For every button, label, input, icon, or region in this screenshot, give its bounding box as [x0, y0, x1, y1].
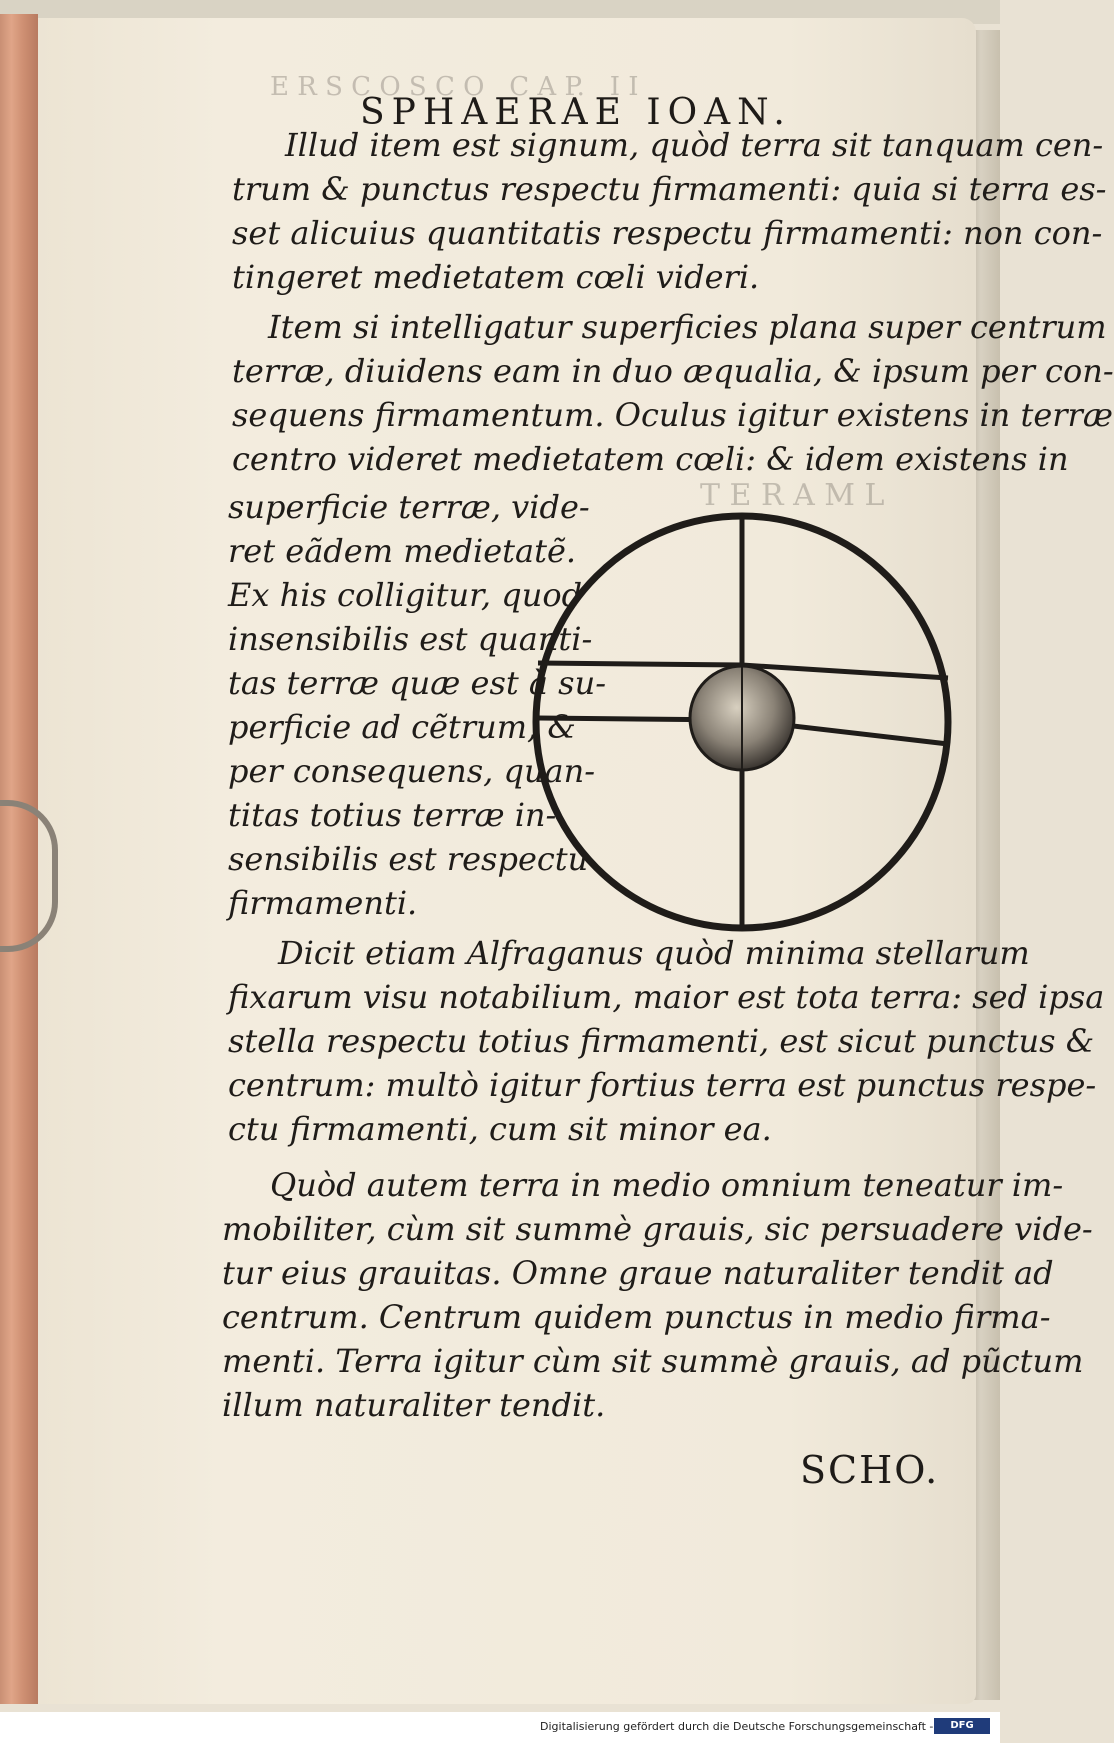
- text-line: trum & punctus respectu firmamenti: quia si terra es-: [232, 170, 1107, 208]
- text-line: menti. Terra igitur cùm sit summè grauis, ad pũctum: [222, 1342, 1084, 1380]
- text-line: sequens firmamentum. Oculus igitur existens in terræ: [232, 396, 1113, 434]
- text-line: tur eius grauitas. Omne graue naturaliter tendit ad: [222, 1254, 1054, 1292]
- digitization-credit: Digitalisierung gefördert durch die Deutsche Forschungsgemeinschaft -: [540, 1720, 934, 1733]
- text-line: stella respectu totius firmamenti, est sicut punctus &: [228, 1022, 1095, 1060]
- text-line: Item si intelligatur superficies plana super centrum: [268, 308, 1107, 346]
- text-line: centrum. Centrum quidem punctus in medio firma-: [222, 1298, 1051, 1336]
- text-line: Ex his colligitur, quod: [228, 576, 583, 614]
- text-line: set alicuius quantitatis respectu firmamenti: non con-: [232, 214, 1103, 252]
- text-line: sensibilis est respectu: [228, 840, 589, 878]
- bleed-through: E R S C O S C O C A P. I I: [270, 72, 639, 102]
- text-line: ctu firmamenti, cum sit minor ea.: [228, 1110, 772, 1148]
- dfg-logo: DFG: [934, 1718, 990, 1734]
- running-title: SPHAERAE IOAN.: [360, 92, 792, 133]
- book-clasp: [0, 800, 58, 952]
- text-line: mobiliter, cùm sit summè grauis, sic persuadere vide-: [222, 1210, 1093, 1248]
- text-line: perficie ad cẽtrum, &: [228, 708, 576, 746]
- text-line: tas terræ quæ est à su-: [228, 664, 606, 702]
- text-line: insensibilis est quanti-: [228, 620, 593, 658]
- text-line: Illud item est signum, quòd terra sit tanquam cen-: [285, 126, 1104, 164]
- text-line: superficie terræ, vide-: [228, 488, 590, 526]
- text-line: fixarum visu notabilium, maior est tota terra: sed ipsa: [228, 978, 1105, 1016]
- catchword: SCHO.: [800, 1448, 940, 1492]
- text-line: titas totius terræ in-: [228, 796, 557, 834]
- text-line: tingeret medietatem cœli videri.: [232, 258, 760, 296]
- bleed-through: T E R A M L: [700, 478, 885, 513]
- text-line: illum naturaliter tendit.: [222, 1386, 606, 1424]
- sphere-diagram: [530, 500, 950, 940]
- text-line: firmamenti.: [228, 884, 418, 922]
- text-line: per consequens, quan-: [228, 752, 596, 790]
- text-line: terræ, diuidens eam in duo æqualia, & ipsum per con-: [232, 352, 1114, 390]
- text-line: Quòd autem terra in medio omnium teneatur im-: [270, 1166, 1064, 1204]
- text-line: Dicit etiam Alfraganus quòd minima stellarum: [278, 934, 1030, 972]
- text-line: centrum: multò igitur fortius terra est punctus respe-: [228, 1066, 1097, 1104]
- text-line: centro videret medietatem cœli: & idem existens in: [232, 440, 1069, 478]
- text-line: ret eãdem medietatẽ.: [228, 532, 577, 570]
